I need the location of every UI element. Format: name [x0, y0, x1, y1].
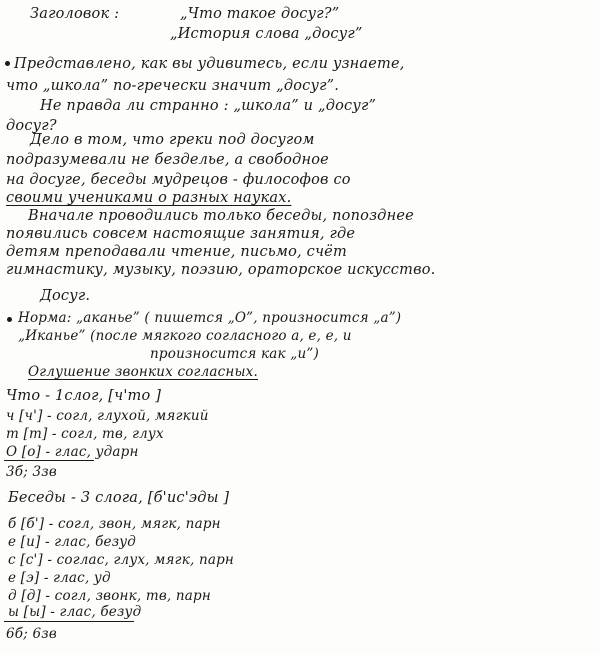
paragraph2-line-3: на досуге, беседы мудрецов - философов со — [6, 172, 351, 188]
title-line-1: „Что такое досуг?” — [180, 6, 340, 22]
bullet-dot — [7, 317, 12, 322]
analysis2-total: 6б; 6зв — [6, 626, 57, 642]
paragraph1-line-1: Представлено, как вы удивитесь, если узнаете, — [14, 56, 405, 72]
paragraph2-line-7: детям преподавали чтение, письмо, счёт — [6, 244, 347, 260]
analysis2-row: б [б'] - согл, звон, мягк, парн — [8, 516, 221, 532]
analysis1-total: 3б; 3зв — [6, 464, 57, 480]
paragraph2-line-1: Дело в том, что греки под досугом — [30, 132, 315, 148]
paragraph1-line-4: досуг? — [6, 118, 57, 134]
title-line-2: „История слова „досуг” — [170, 26, 363, 42]
paragraph2-line-2: подразумевали не безделье, а свободное — [6, 152, 329, 168]
underline-rule — [4, 460, 94, 461]
phonetics-line-1: Норма: „аканье” ( пишется „О”, произносится „а”) — [18, 310, 402, 326]
paragraph2-line-4: своими учениками о разных науках. — [6, 190, 292, 206]
analysis2-row: д [д] - согл, звонк, тв, парн — [8, 588, 211, 604]
analysis1-row: т [т] - согл, тв, глух — [6, 426, 164, 442]
paragraph1-line-3: Не правда ли странно : „школа” и „досуг” — [40, 98, 377, 114]
paragraph2-line-8: гимнастику, музыку, поэзию, ораторское искусство. — [6, 262, 436, 278]
analysis1-row: ч [ч'] - согл, глухой, мягкий — [6, 408, 209, 424]
header-label: Заголовок : — [30, 6, 120, 22]
word-heading: Досуг. — [40, 288, 91, 304]
analysis2-row: с [с'] - соглас, глух, мягк, парн — [8, 552, 235, 568]
analysis1-title: Что - 1слог, [ч'то ] — [6, 388, 162, 404]
analysis2-row: е [и] - глас, безуд — [8, 534, 137, 550]
phonetics-line-2: „Иканье” (после мягкого согласного а, е, е, и — [18, 328, 352, 344]
analysis1-row: О [о] - глас, ударн — [6, 444, 139, 460]
phonetics-line-3: произносится как „и”) — [150, 346, 319, 362]
analysis2-title: Беседы - 3 слога, [б'ис'эды ] — [8, 490, 230, 506]
bullet-dot — [5, 61, 10, 66]
phonetics-line-4: Оглушение звонких согласных. — [28, 364, 258, 380]
paragraph1-line-2: что „школа” по-гречески значит „досуг”. — [6, 78, 340, 94]
analysis2-row: е [э] - глас, уд — [8, 570, 111, 586]
underline-rule — [4, 621, 134, 622]
analysis2-row: ы [ы] - глас, безуд — [8, 604, 142, 620]
paragraph2-line-5: Вначале проводились только беседы, попозднее — [28, 208, 414, 224]
paragraph2-line-6: появились совсем настоящие занятия, где — [6, 226, 356, 242]
